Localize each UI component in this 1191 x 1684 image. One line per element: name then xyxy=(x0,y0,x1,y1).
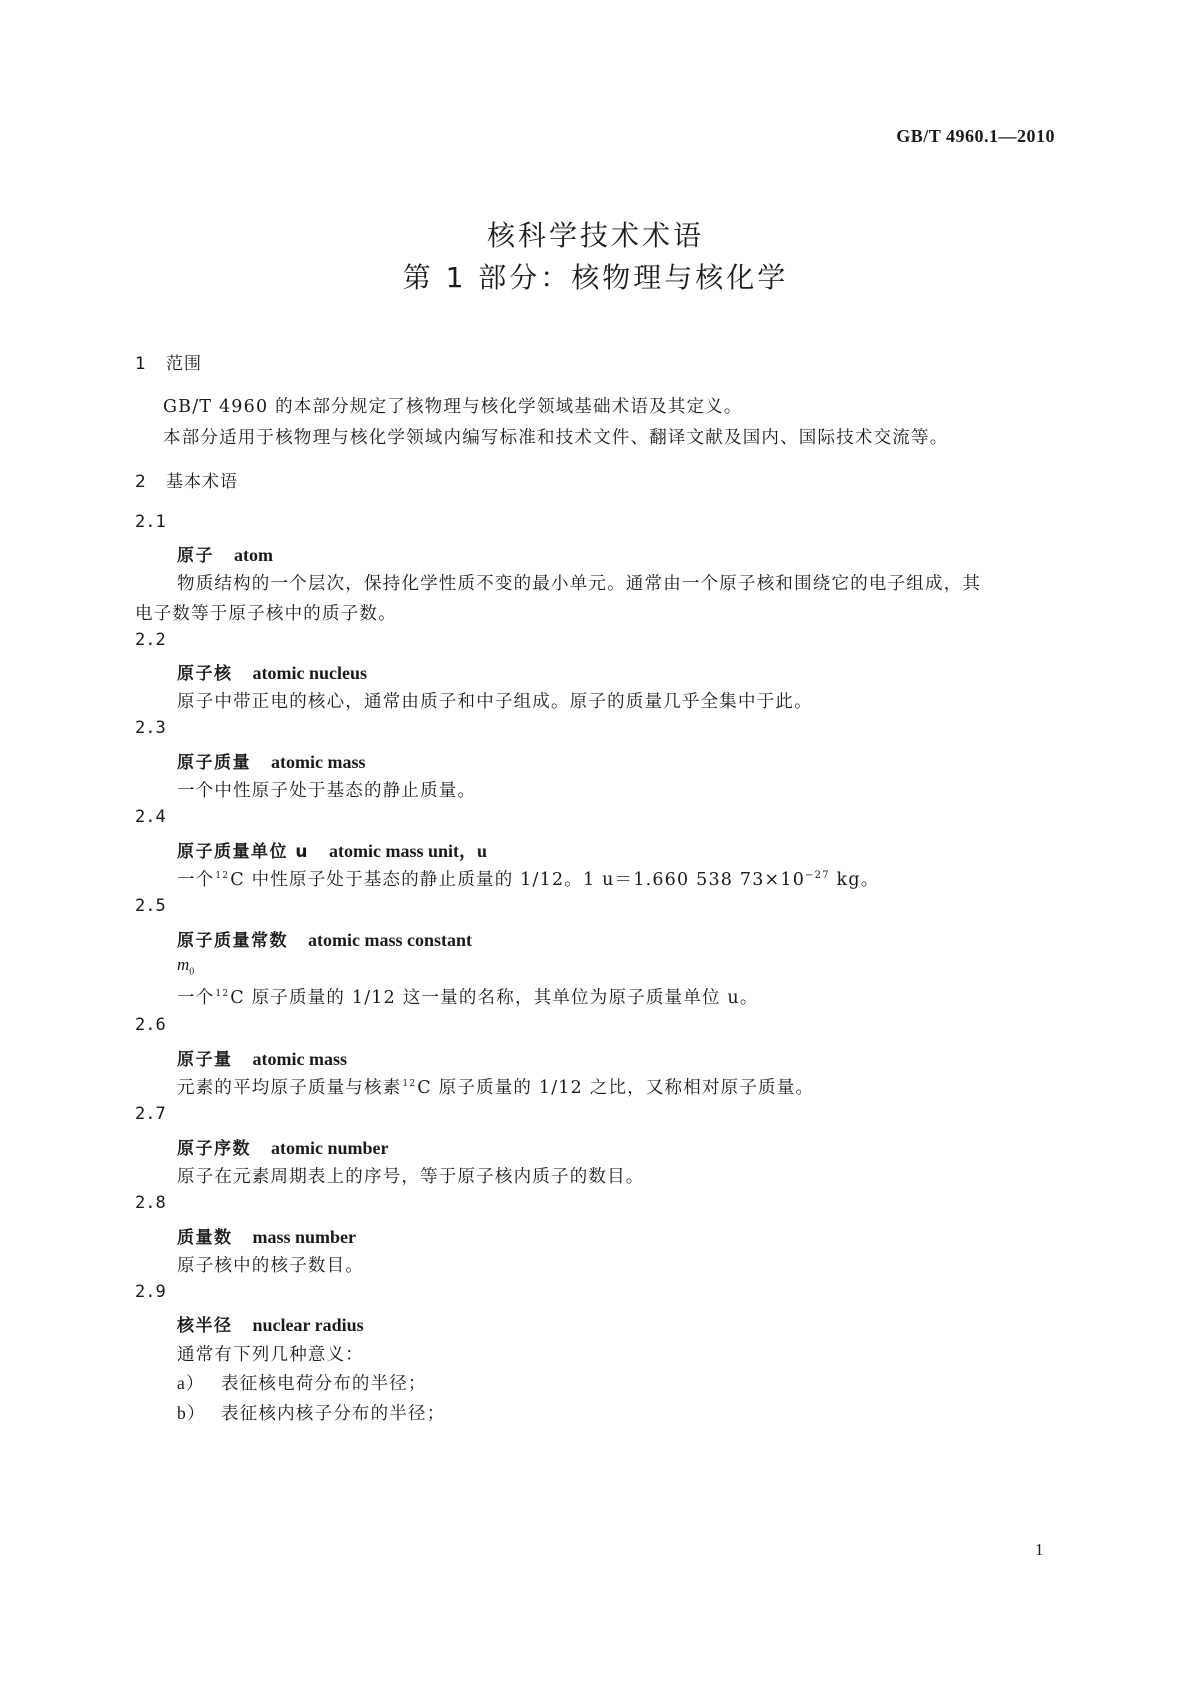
def-text: C 原子质量的 1/12 这一量的名称，其单位为原子质量单位 u。 xyxy=(230,988,759,1008)
term-number: 2.5 xyxy=(135,896,166,916)
term-definition-continued: 电子数等于原子核中的质子数。 xyxy=(135,604,397,624)
term-definition: 原子中带正电的核心，通常由质子和中子组成。原子的质量几乎全集中于此。 xyxy=(177,692,813,712)
term-number: 2.1 xyxy=(135,512,166,532)
term-heading xyxy=(177,926,472,951)
term-number: 2.6 xyxy=(135,1015,166,1035)
term-definition xyxy=(177,866,879,891)
term-number: 2.3 xyxy=(135,718,166,738)
term-en: atomic nucleus xyxy=(252,663,367,683)
term-number: 2.7 xyxy=(135,1104,166,1124)
section-number: 2 xyxy=(135,472,147,492)
term-number: 2.8 xyxy=(135,1193,166,1213)
term-definition: 物质结构的一个层次，保持化学性质不变的最小单元。通常由一个原子核和围绕它的电子组成，其 xyxy=(177,574,982,594)
term-zh: 原子 xyxy=(177,546,214,566)
def-text: 元素的平均原子质量与核素 xyxy=(177,1078,402,1098)
term-heading xyxy=(177,748,365,773)
term-zh: 原子质量 xyxy=(177,753,251,773)
scope-paragraph-1: GB/T 4960 的本部分规定了核物理与核化学领域基础术语及其定义。 xyxy=(163,397,743,417)
section-title: 范围 xyxy=(166,354,202,374)
term-heading xyxy=(177,1311,364,1336)
term-zh: 原子核 xyxy=(177,664,233,684)
term-heading xyxy=(177,541,273,566)
def-text: C 中性原子处于基态的静止质量的 1/12。1 u＝1.660 538 73×10 xyxy=(230,870,806,890)
term-number: 2.2 xyxy=(135,630,166,650)
term-en: atomic mass constant xyxy=(308,930,472,950)
term-zh: 原子质量常数 xyxy=(177,931,288,951)
term-definition: 通常有下列几种意义： xyxy=(177,1345,364,1365)
term-definition: 原子在元素周期表上的序号，等于原子核内质子的数目。 xyxy=(177,1167,645,1187)
term-en: mass number xyxy=(252,1227,357,1247)
term-heading xyxy=(177,1223,356,1248)
page-number: 1 xyxy=(1035,1540,1044,1559)
term-definition xyxy=(177,984,759,1009)
def-text: C 原子质量的 1/12 之比，又称相对原子质量。 xyxy=(417,1078,815,1098)
list-text: 表征核内核子分布的半径； xyxy=(221,1404,446,1424)
term-definition: 一个中性原子处于基态的静止质量。 xyxy=(177,781,477,801)
def-text: 一个 xyxy=(177,988,215,1008)
symbol-letter: m xyxy=(177,955,190,974)
term-heading xyxy=(177,659,367,684)
list-marker: a） xyxy=(177,1373,205,1393)
term-zh: 原子质量单位 u xyxy=(177,842,310,862)
section-heading-scope xyxy=(135,349,202,374)
list-text: 表征核电荷分布的半径； xyxy=(221,1374,427,1394)
symbol-subscript: 0 xyxy=(189,966,195,978)
section-heading-basic-terms xyxy=(135,467,238,492)
def-text: kg。 xyxy=(829,870,880,890)
term-number: 2.4 xyxy=(135,807,166,827)
term-zh: 原子序数 xyxy=(177,1139,251,1159)
section-title: 基本术语 xyxy=(166,472,238,492)
term-definition xyxy=(177,1074,814,1099)
document-subtitle: 第 1 部分：核物理与核化学 xyxy=(402,261,789,294)
term-en: atomic mass xyxy=(252,1049,347,1069)
isotope-superscript: 12 xyxy=(402,1079,417,1089)
term-symbol xyxy=(177,955,194,977)
term-en: atom xyxy=(234,545,273,565)
scope-paragraph-2: 本部分适用于核物理与核化学领域内编写标准和技术文件、翻译文献及国内、国际技术交流等。 xyxy=(163,428,949,448)
term-heading xyxy=(177,1045,347,1070)
term-zh: 核半径 xyxy=(177,1316,233,1336)
term-en: atomic number xyxy=(271,1138,389,1158)
list-item xyxy=(177,1370,427,1395)
list-marker: b） xyxy=(177,1403,206,1423)
list-item xyxy=(177,1400,445,1425)
term-definition: 原子核中的核子数目。 xyxy=(177,1256,364,1276)
def-text: 一个 xyxy=(177,870,215,890)
term-zh: 原子量 xyxy=(177,1050,233,1070)
term-heading xyxy=(177,837,487,863)
term-zh: 质量数 xyxy=(177,1228,233,1248)
term-en: atomic mass xyxy=(271,752,366,772)
term-en: nuclear radius xyxy=(252,1315,364,1335)
term-heading xyxy=(177,1134,388,1159)
section-number: 1 xyxy=(135,354,147,374)
exponent-superscript: −27 xyxy=(805,870,830,881)
document-title: 核科学技术术语 xyxy=(486,219,704,252)
isotope-superscript: 12 xyxy=(215,871,230,881)
standard-code: GB/T 4960.1—2010 xyxy=(896,126,1055,146)
isotope-superscript: 12 xyxy=(215,989,230,999)
term-number: 2.9 xyxy=(135,1282,166,1302)
term-en: atomic mass unit，u xyxy=(329,841,488,861)
